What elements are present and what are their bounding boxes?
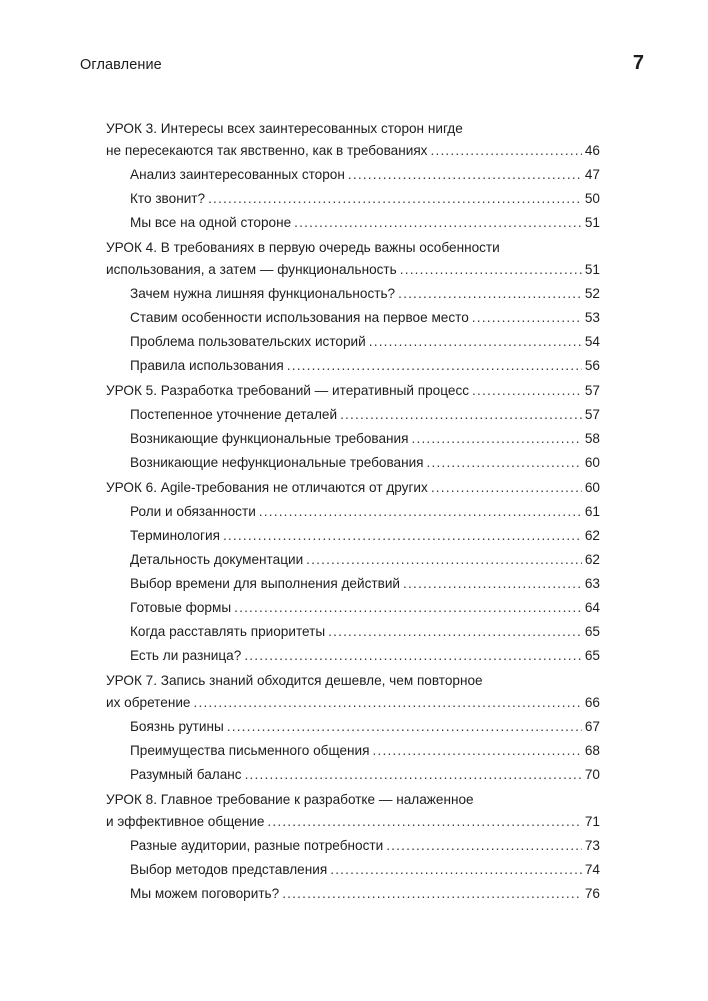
toc-page-number: 53 xyxy=(584,310,600,325)
running-head-title: Оглавление xyxy=(80,57,162,73)
dot-leader xyxy=(386,835,582,857)
dot-leader xyxy=(244,645,582,667)
toc-lesson-entry xyxy=(106,237,600,281)
toc-page-number: 73 xyxy=(584,838,600,853)
table-of-contents xyxy=(106,118,600,905)
toc-page-number: 62 xyxy=(584,528,600,543)
toc-page-number: 65 xyxy=(584,648,600,663)
toc-section-entry xyxy=(106,716,600,738)
toc-page-number: 46 xyxy=(584,143,600,158)
dot-leader xyxy=(400,259,582,281)
toc-page-number: 70 xyxy=(584,767,600,782)
toc-entry-title: Кто звонит? xyxy=(130,191,206,206)
toc-entry-title: их обретение xyxy=(106,695,191,710)
toc-page-number: 68 xyxy=(584,743,600,758)
toc-entry-title: Преимущества письменного общения xyxy=(130,743,370,758)
toc-section-entry xyxy=(106,764,600,786)
toc-entry-title: УРОК 6. Agile-требования не отличаются от других xyxy=(106,480,428,495)
toc-section-entry xyxy=(106,501,600,523)
toc-entry-title: Когда расставлять приоритеты xyxy=(130,624,326,639)
toc-entry-title: УРОК 4. В требованиях в первую очередь важны особенности xyxy=(106,240,500,255)
toc-section-entry xyxy=(106,597,600,619)
toc-entry-title: Терминология xyxy=(130,528,220,543)
toc-section-entry xyxy=(106,525,600,547)
toc-entry-title: Ставим особенности использования на первое место xyxy=(130,310,469,325)
toc-section-entry xyxy=(106,188,600,210)
toc-page-number: 47 xyxy=(584,167,600,182)
toc-entry-title: Есть ли разница? xyxy=(130,648,242,663)
dot-leader xyxy=(223,525,582,547)
toc-section-entry xyxy=(106,645,600,667)
dot-leader xyxy=(234,597,582,619)
toc-entry-title: Готовые формы xyxy=(130,600,232,615)
toc-lesson-entry xyxy=(106,380,600,402)
toc-section-entry xyxy=(106,307,600,329)
toc-page-number: 71 xyxy=(584,814,600,829)
toc-page-number: 51 xyxy=(584,215,600,230)
toc-entry-title: УРОК 7. Запись знаний обходится дешевле, чем повторное xyxy=(106,673,483,688)
toc-entry-title: Возникающие нефункциональные требования xyxy=(130,455,424,470)
dot-leader xyxy=(403,573,582,595)
toc-page-number: 58 xyxy=(584,431,600,446)
dot-leader xyxy=(328,621,582,643)
dot-leader xyxy=(348,164,582,186)
dot-leader xyxy=(431,477,582,499)
toc-section-entry xyxy=(106,883,600,905)
toc-entry-title: Разумный баланс xyxy=(130,767,242,782)
toc-page-number: 66 xyxy=(584,695,600,710)
toc-page-number: 60 xyxy=(584,455,600,470)
dot-leader xyxy=(373,740,582,762)
dot-leader xyxy=(287,355,582,377)
toc-section-entry xyxy=(106,859,600,881)
dot-leader xyxy=(259,501,582,523)
dot-leader xyxy=(369,331,582,353)
toc-section-entry xyxy=(106,835,600,857)
dot-leader xyxy=(193,692,582,714)
toc-page-number: 74 xyxy=(584,862,600,877)
toc-section-entry xyxy=(106,621,600,643)
toc-section-entry xyxy=(106,212,600,234)
toc-entry-title: Выбор времени для выполнения действий xyxy=(130,576,401,591)
toc-section-entry xyxy=(106,355,600,377)
toc-page-number: 65 xyxy=(584,624,600,639)
toc-section-entry xyxy=(106,549,600,571)
dot-leader xyxy=(472,307,582,329)
toc-page-number: 63 xyxy=(584,576,600,591)
toc-entry-title: Возникающие функциональные требования xyxy=(130,431,409,446)
dot-leader xyxy=(208,188,582,210)
toc-page-number: 57 xyxy=(584,383,600,398)
toc-page-number: 51 xyxy=(584,262,600,277)
toc-page-number: 52 xyxy=(584,286,600,301)
toc-entry-title: Зачем нужна лишняя функциональность? xyxy=(130,286,396,301)
toc-page-number: 61 xyxy=(584,504,600,519)
toc-page-number: 76 xyxy=(584,886,600,901)
toc-entry-title: и эффективное общение xyxy=(106,814,265,829)
toc-entry-title: Мы можем поговорить? xyxy=(130,886,280,901)
toc-page-number: 64 xyxy=(584,600,600,615)
toc-section-entry xyxy=(106,428,600,450)
toc-section-entry xyxy=(106,283,600,305)
toc-entry-title: УРОК 5. Разработка требований — итеративный процесс xyxy=(106,383,470,398)
toc-section-entry xyxy=(106,404,600,426)
toc-section-entry xyxy=(106,573,600,595)
dot-leader xyxy=(427,452,582,474)
toc-page-number: 57 xyxy=(584,407,600,422)
toc-page-number: 50 xyxy=(584,191,600,206)
dot-leader xyxy=(330,859,582,881)
dot-leader xyxy=(340,404,582,426)
toc-section-entry xyxy=(106,740,600,762)
toc-lesson-entry xyxy=(106,477,600,499)
dot-leader xyxy=(411,428,582,450)
toc-page-number: 56 xyxy=(584,358,600,373)
toc-page-number: 60 xyxy=(584,480,600,495)
toc-entry-title: УРОК 8. Главное требование к разработке — налаженное xyxy=(106,792,474,807)
toc-entry-title: Разные аудитории, разные потребности xyxy=(130,838,384,853)
dot-leader xyxy=(282,883,582,905)
toc-entry-title: Проблема пользовательских историй xyxy=(130,334,366,349)
dot-leader xyxy=(245,764,582,786)
dot-leader xyxy=(398,283,582,305)
dot-leader xyxy=(267,811,582,833)
dot-leader xyxy=(306,549,582,571)
dot-leader xyxy=(294,212,582,234)
toc-lesson-entry xyxy=(106,118,600,162)
toc-lesson-entry xyxy=(106,670,600,714)
dot-leader xyxy=(472,380,582,402)
toc-page-number: 67 xyxy=(584,719,600,734)
toc-entry-title: Боязнь рутины xyxy=(130,719,224,734)
toc-entry-title: Детальность документации xyxy=(130,552,304,567)
toc-entry-title: УРОК 3. Интересы всех заинтересованных сторон нигде xyxy=(106,121,463,136)
toc-entry-title: Постепенное уточнение деталей xyxy=(130,407,338,422)
toc-entry-title: Роли и обязанности xyxy=(130,504,256,519)
toc-entry-title: не пересекаются так явственно, как в требованиях xyxy=(106,143,428,158)
dot-leader xyxy=(430,140,582,162)
toc-section-entry xyxy=(106,164,600,186)
toc-lesson-entry xyxy=(106,789,600,833)
toc-entry-title: Правила использования xyxy=(130,358,284,373)
toc-entry-title: Мы все на одной стороне xyxy=(130,215,292,230)
toc-page-number: 62 xyxy=(584,552,600,567)
dot-leader xyxy=(227,716,582,738)
toc-section-entry xyxy=(106,452,600,474)
toc-entry-title: использования, а затем — функциональность xyxy=(106,262,397,277)
toc-entry-title: Анализ заинтересованных сторон xyxy=(130,167,345,182)
toc-section-entry xyxy=(106,331,600,353)
page-number: 7 xyxy=(632,52,644,74)
toc-entry-title: Выбор методов представления xyxy=(130,862,328,877)
toc-page-number: 54 xyxy=(584,334,600,349)
